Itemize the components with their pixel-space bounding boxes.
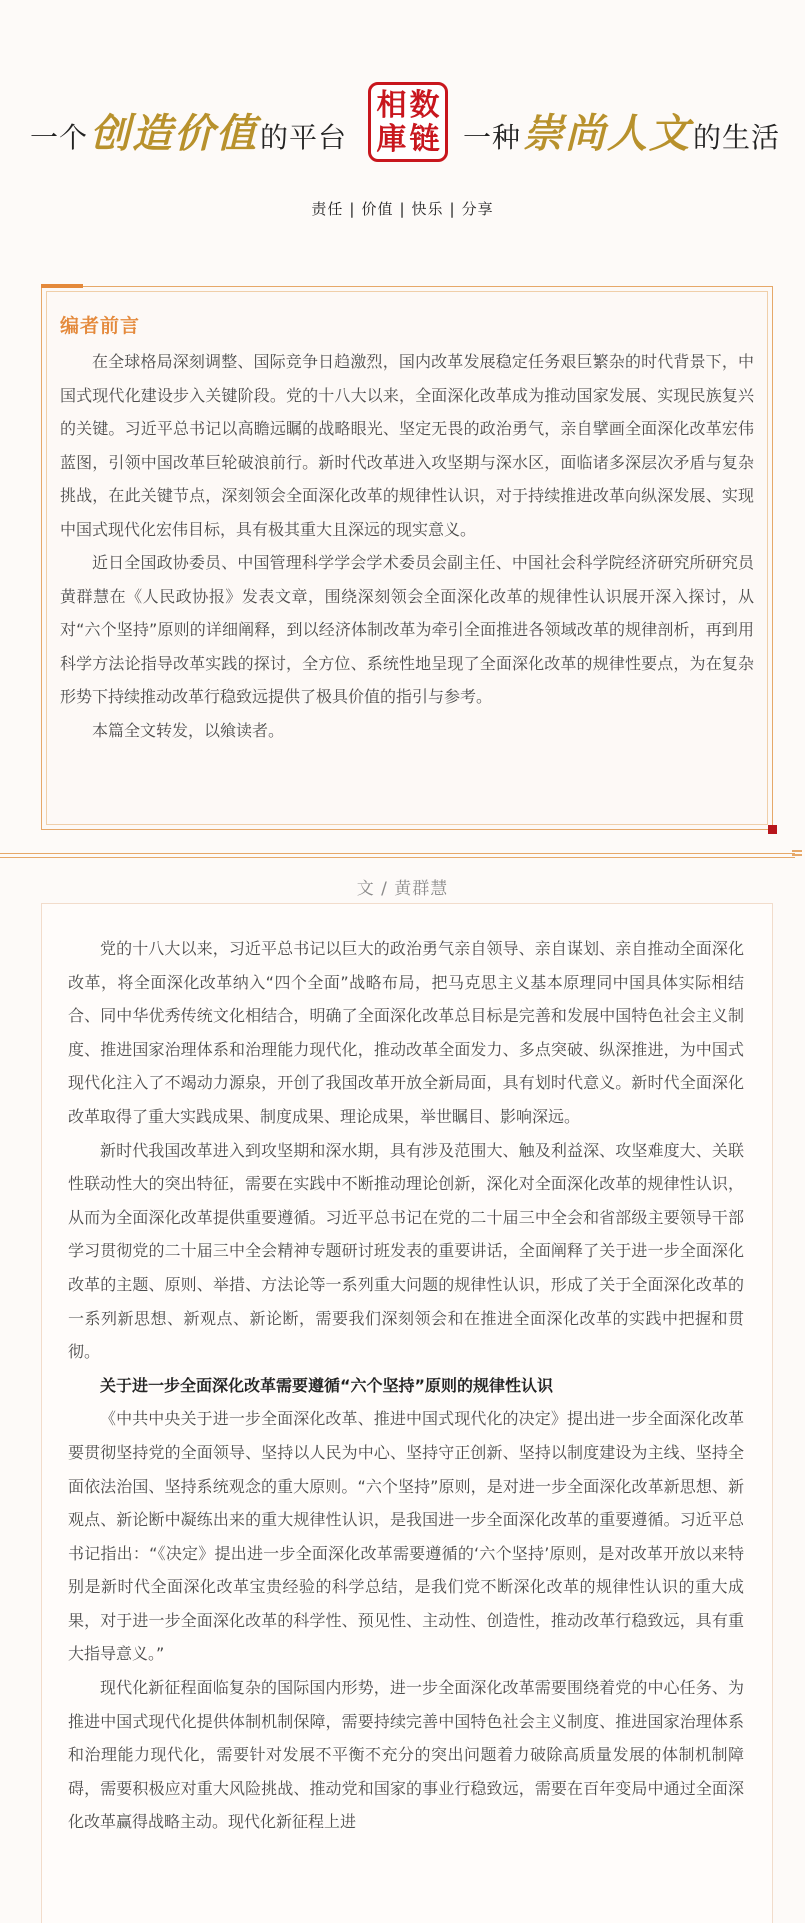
- slogan-left: [30, 102, 347, 162]
- tagline: [0, 198, 805, 219]
- article-paragraph: 《中共中央关于进一步全面深化改革、推进中国式现代化的决定》提出进一步全面深化改革要贯彻坚持党的全面领导、坚持以人民为中心、坚持守正创新、坚持以制度建设为主线、坚持全面依法治国、坚持系统观念的重大原则。“六个坚持”原则，是对进一步全面深化改革新思想、新观点、新论断中凝练出来的重大规律性认识，是我国进一步全面深化改革的重要遵循。习近平总书记指出：“《决定》提出进一步全面深化改革需要遵循的‘六个坚持’原则，是对改革开放以来特别是新时代全面深化改革宝贵经验的科学总结，是我们党不断深化改革的规律性认识的重大成果，对于进一步全面深化改革的科学性、预见性、主动性、创造性，推动改革行稳致远，具有重大指导意义。”: [68, 1409, 744, 1664]
- slogan-right-suffix: 的生活: [693, 121, 781, 154]
- section-divider: [0, 853, 795, 858]
- tagline-item: 分享: [461, 200, 494, 218]
- seal-char: 相: [376, 88, 407, 123]
- preface-body: [60, 345, 754, 747]
- article-body: [68, 932, 744, 1839]
- seal-char: 链: [409, 122, 440, 157]
- article-paragraph: 现代化新征程面临复杂的国际国内形势，进一步全面深化改革需要围绕着党的中心任务、为推进中国式现代化提供体制机制保障，需要持续完善中国特色社会主义制度、推进国家治理体系和治理能力现代化，需要针对发展不平衡不充分的突出问题着力破除高质量发展的体制机制障碍，需要积极应对重大风险挑战、推动党和国家的事业行稳致远，需要在百年变局中通过全面深化改革赢得战略主动。现代化新征程上进: [68, 1678, 744, 1832]
- preface-corner-accent: [41, 284, 83, 288]
- preface-paragraph: 近日全国政协委员、中国管理科学学会学术委员会副主任、中国社会科学院经济研究所研究员黄群慧在《人民政协报》发表文章，围绕深刻领会全面深化改革的规律性认识展开深入探讨，从对“六个坚持”原则的详细阐释，到以经济体制改革为牵引全面推进各领域改革的规律剖析，再到用科学方法论指导改革实践的探讨，全方位、系统性地呈现了全面深化改革的规律性要点，为在复杂形势下持续推动改革行稳致远提供了极具价值的指引与参考。: [60, 553, 754, 706]
- slogan-right-prefix: 一种: [463, 121, 522, 154]
- author-byline: 文 / 黄群慧: [356, 879, 449, 899]
- article-paragraph: 新时代我国改革进入到攻坚期和深水期，具有涉及范围大、触及利益深、攻坚难度大、关联性联动性大的突出特征，需要在实践中不断推动理论创新，深化对全面深化改革的规律性认识，从而为全面深化改革提供重要遵循。习近平总书记在党的二十届三中全会和省部级主要领导干部学习贯彻党的二十届三中全会精神专题研讨班发表的重要讲话，全面阐释了关于进一步全面深化改革的主题、原则、举措、方法论等一系列重大问题的规律性认识，形成了关于全面深化改革的一系列新思想、新观点、新论断，需要我们深刻领会和在推进全面深化改革的实践中把握和贯彻。: [68, 1140, 744, 1362]
- seal-logo: [368, 82, 448, 162]
- tagline-separator: |: [399, 200, 406, 218]
- preface-paragraph: 本篇全文转发，以飨读者。: [92, 720, 285, 740]
- seal-char: 庫: [376, 122, 407, 157]
- preface-title: 编者前言: [60, 315, 141, 337]
- tagline-item: 责任: [311, 200, 344, 218]
- tagline-item: 价值: [361, 200, 394, 218]
- tagline-separator: |: [349, 200, 356, 218]
- editor-preface-box: [41, 286, 773, 830]
- slogan-left-highlight: 创造价值: [90, 110, 259, 157]
- slogan-right-highlight: 崇尚人文: [523, 110, 692, 157]
- preface-corner-square: [768, 825, 777, 834]
- preface-paragraph: 在全球格局深刻调整、国际竞争日趋激烈，国内改革发展稳定任务艰巨繁杂的时代背景下，中国式现代化建设步入关键阶段。党的十八大以来，全面深化改革成为推动国家发展、实现民族复兴的关键。习近平总书记以高瞻远瞩的战略眼光、坚定无畏的政治勇气，亲自擘画全面深化改革宏伟蓝图，引领中国改革巨轮破浪前行。新时代改革进入攻坚期与深水区，面临诸多深层次矛盾与复杂挑战，在此关键节点，深刻领会全面深化改革的规律性认识，对于持续推进改革向纵深发展、实现中国式现代化宏伟目标，具有极其重大且深远的现实意义。: [60, 352, 754, 539]
- tagline-item: 快乐: [411, 200, 444, 218]
- article-section-heading: 关于进一步全面深化改革需要遵循“六个坚持”原则的规律性认识: [100, 1375, 554, 1395]
- banner: [0, 70, 805, 218]
- slogan-right: [463, 102, 780, 162]
- tagline-separator: |: [449, 200, 456, 218]
- divider-end-mark: [792, 850, 802, 860]
- seal-char: 数: [409, 88, 440, 123]
- article-paragraph: 党的十八大以来，习近平总书记以巨大的政治勇气亲自领导、亲自谋划、亲自推动全面深化改革，将全面深化改革纳入“四个全面”战略布局，把马克思主义基本原理同中国具体实际相结合、同中华优秀传统文化相结合，明确了全面深化改革总目标是完善和发展中国特色社会主义制度、推进国家治理体系和治理能力现代化，推动改革全面发力、多点突破、纵深推进，为中国式现代化注入了不竭动力源泉，开创了我国改革开放全新局面，具有划时代意义。新时代全面深化改革取得了重大实践成果、制度成果、理论成果，举世瞩目、影响深远。: [68, 939, 744, 1126]
- slogan-left-prefix: 一个: [30, 121, 89, 154]
- article-box: [41, 903, 773, 1923]
- slogan-left-suffix: 的平台: [260, 121, 348, 154]
